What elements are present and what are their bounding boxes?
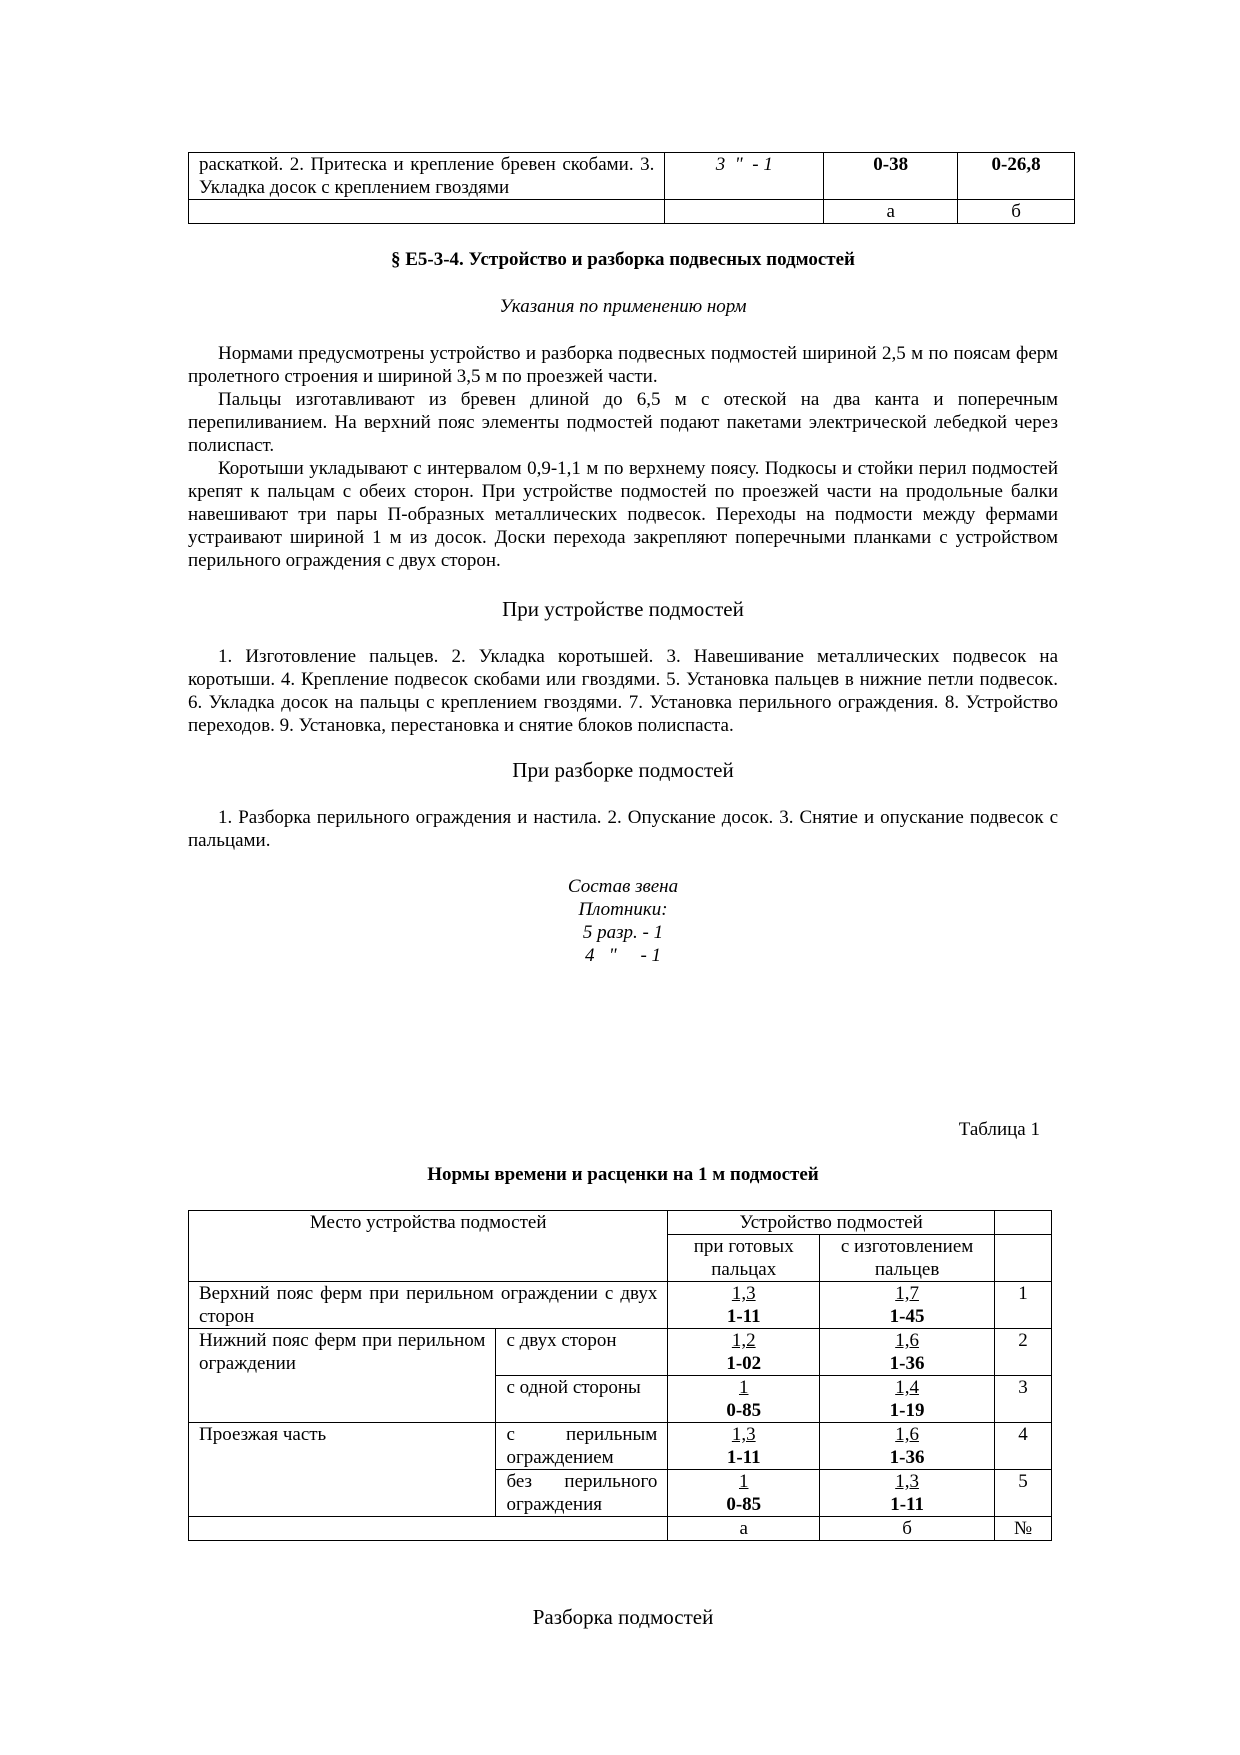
value-a-cell [668,1282,820,1329]
value-b-cell [820,1282,995,1329]
work-description-cell: раскаткой. 2. Притеска и крепление бревен скобами. 3. Укладка досок с креплением гвоздями [189,153,665,200]
price: 1-19 [889,1400,925,1421]
time-norm: 1,4 [895,1377,919,1398]
time-norm: 1,6 [895,1330,919,1351]
detail-cell: без перильного ограждения [496,1470,668,1517]
value-b-cell [820,1376,995,1423]
dismantle-heading: При разборке подмостей [512,758,734,782]
table-footer-row [189,200,1075,224]
value-a-cell: 0-38 [824,153,958,200]
install-heading: При устройстве подмостей [502,597,744,621]
empty-cell [995,1211,1052,1235]
row-number: 4 [995,1423,1052,1470]
price: 1-02 [726,1353,762,1374]
detail-cell: с одной стороны [496,1376,668,1423]
row-number: 3 [995,1376,1052,1423]
crew-line: 5 разр. - 1 [582,922,664,943]
time-norm: 1,3 [731,1283,756,1304]
time-norm: 1 [738,1377,749,1398]
price: 1-11 [726,1306,761,1327]
paragraph: Пальцы изготавливают из бревен длиной до 6,5 м с отеской на два канта и поперечным перепиливанием. На верхний пояс элементы подмостей подают пакетами электрической лебедкой через полиспаст. [188,389,1058,456]
price: 1-11 [726,1447,761,1468]
composition-cell: 3 " - 1 [665,153,824,200]
detail-cell: с перильным ограждением [496,1423,668,1470]
value-a-cell [668,1376,820,1423]
bottom-heading: Разборка подмостей [532,1605,714,1629]
place-cell: Верхний пояс ферм при перильном ограждении с двух сторон [189,1282,668,1329]
crew-line: 4 " - 1 [584,945,662,966]
paragraph: Коротыши укладывают с интервалом 0,9-1,1 м по верхнему поясу. Подкосы и стойки перил подмостей крепят к пальцам с обеих сторон. При устройстве подмостей по проезжей части на продольные балки навешивают три пары П-образных металлических подвесок. Переходы на подмости между фермами устраивают шириной 1 м из досок. Доски перехода закрепляют поперечными планками с устройством перильного ограждения с двух сторон. [188,458,1058,571]
price: 0-85 [726,1400,762,1421]
price: 1-36 [889,1447,925,1468]
time-norm: 1,7 [895,1283,919,1304]
row-number: 2 [995,1329,1052,1376]
table-label: Таблица 1 [958,1119,1040,1140]
column-no-label: № [995,1517,1052,1541]
price: 0-85 [726,1494,762,1515]
empty-cell [995,1235,1052,1282]
row-number: 5 [995,1470,1052,1517]
crew-role: Плотники: [578,899,668,920]
price: 1-45 [889,1306,925,1327]
time-norm: 1,3 [731,1424,756,1445]
paragraph: 1. Разборка перильного ограждения и настила. 2. Опускание досок. 3. Снятие и опускание подвесок с пальцами. [188,807,1058,851]
table-row [189,1329,1052,1376]
dismantle-text [188,806,1058,852]
value-b-cell [820,1423,995,1470]
paragraph: 1. Изготовление пальцев. 2. Укладка коротышей. 3. Навешивание металлических подвесок на коротыши. 4. Крепление подвесок скобами или гвоздями. 5. Установка пальцев в нижние петли подвесок. 6. Укладка досок на пальцы с креплением гвоздями. 7. Установка перильного ограждения. 8. Устройство переходов. 9. Установка, перестановка и снятие блоков полиспаста. [188,646,1058,736]
column-a-label: а [824,200,958,224]
value-b-cell [820,1470,995,1517]
install-text [188,645,1058,737]
table-title: Нормы времени и расценки на 1 м подмостей [427,1164,819,1185]
empty-cell [189,1517,668,1541]
detail-cell: с двух сторон [496,1329,668,1376]
table-row [189,1423,1052,1470]
norms-table [188,1210,1052,1541]
header-place: Место устройства подмостей [189,1211,668,1282]
time-norm: 1,3 [895,1471,919,1492]
empty-cell [189,200,665,224]
time-norm: 1 [738,1471,749,1492]
value-a-cell [668,1423,820,1470]
crew-title: Состав звена [567,876,679,897]
subheader-ready: при готовых пальцах [668,1235,820,1282]
time-norm: 1,6 [895,1424,919,1445]
value-b-cell [820,1329,995,1376]
table-footer-row [189,1517,1052,1541]
header-install: Устройство подмостей [668,1211,995,1235]
top-table [188,152,1075,224]
place-cell: Проезжая часть [189,1423,496,1517]
time-norm: 1,2 [731,1330,756,1351]
instructions-text [188,342,1058,572]
column-b-label: б [820,1517,995,1541]
price: 1-11 [890,1494,924,1515]
empty-cell [665,200,824,224]
crew-composition [188,875,1058,967]
column-a-label: а [668,1517,820,1541]
price: 1-36 [889,1353,925,1374]
table-row [189,153,1075,200]
value-b-cell: 0-26,8 [958,153,1075,200]
section-title: § Е5-3-4. Устройство и разборка подвесных подмостей [390,249,855,270]
table-header-row [189,1211,1052,1235]
row-number: 1 [995,1282,1052,1329]
value-a-cell [668,1329,820,1376]
column-b-label: б [958,200,1075,224]
table-row [189,1282,1052,1329]
paragraph: Нормами предусмотрены устройство и разборка подвесных подмостей шириной 2,5 м по поясам ферм пролетного строения и шириной 3,5 м по проезжей части. [188,343,1058,387]
value-a-cell [668,1470,820,1517]
place-cell: Нижний пояс ферм при перильном ограждении [189,1329,496,1423]
instructions-title: Указания по применению норм [499,296,747,317]
subheader-make: с изготовлением пальцев [820,1235,995,1282]
